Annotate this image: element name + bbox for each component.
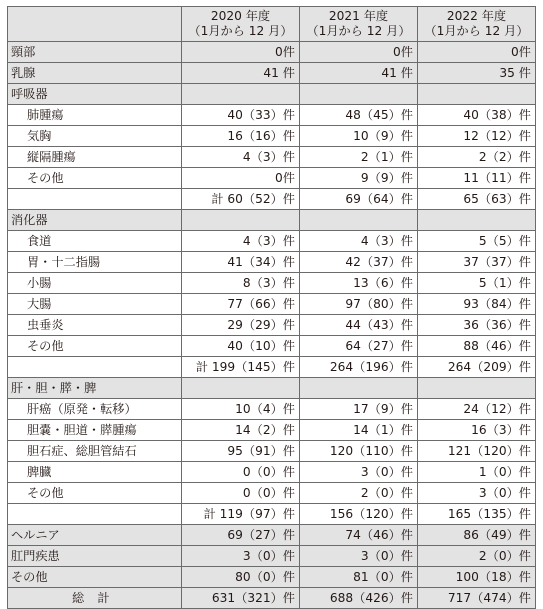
value-cell: 156（120）件	[300, 504, 418, 525]
table-row	[8, 546, 536, 567]
value-cell: 4（3）件	[300, 231, 418, 252]
row-label: 胃・十二指腸	[8, 252, 182, 273]
table-row	[8, 420, 536, 441]
value-cell: 69（64）件	[300, 189, 418, 210]
value-cell: 44（43）件	[300, 315, 418, 336]
value-cell: 77（66）件	[182, 294, 300, 315]
row-label: 乳腺	[8, 63, 182, 84]
value-cell: 120（110）件	[300, 441, 418, 462]
value-cell: 16（16）件	[182, 126, 300, 147]
value-cell: 42（37）件	[300, 252, 418, 273]
row-label: 虫垂炎	[8, 315, 182, 336]
value-cell: 12（12）件	[418, 126, 536, 147]
value-cell: 93（84）件	[418, 294, 536, 315]
value-cell: 64（27）件	[300, 336, 418, 357]
value-cell: 8（3）件	[182, 273, 300, 294]
value-cell: 80（0）件	[182, 567, 300, 588]
row-label: 胆嚢・胆道・膵腫瘍	[8, 420, 182, 441]
table-row	[8, 336, 536, 357]
table-body	[8, 42, 536, 609]
value-cell: 41 件	[300, 63, 418, 84]
value-cell: 4（3）件	[182, 231, 300, 252]
category-row	[8, 378, 536, 399]
row-label: 消化器	[8, 210, 182, 231]
value-cell: 40（10）件	[182, 336, 300, 357]
subtotal-row	[8, 504, 536, 525]
value-cell: 40（33）件	[182, 105, 300, 126]
value-cell: 121（120）件	[418, 441, 536, 462]
value-cell: 計 199（145）件	[182, 357, 300, 378]
value-cell: 24（12）件	[418, 399, 536, 420]
value-cell: 97（80）件	[300, 294, 418, 315]
table-row	[8, 42, 536, 63]
value-cell: 36（36）件	[418, 315, 536, 336]
value-cell: 86（49）件	[418, 525, 536, 546]
value-cell: 10（9）件	[300, 126, 418, 147]
row-label	[8, 357, 182, 378]
value-cell: 0件	[418, 42, 536, 63]
value-cell: 16（3）件	[418, 420, 536, 441]
subtotal-row	[8, 189, 536, 210]
value-cell: 1（0）件	[418, 462, 536, 483]
row-label: その他	[8, 567, 182, 588]
category-row	[8, 210, 536, 231]
subtotal-row	[8, 357, 536, 378]
table-row	[8, 567, 536, 588]
value-cell: 2（1）件	[300, 147, 418, 168]
value-cell: 14（1）件	[300, 420, 418, 441]
table-row	[8, 147, 536, 168]
value-cell: 35 件	[418, 63, 536, 84]
category-row	[8, 84, 536, 105]
header-year-2021: 2021 年度 （1月から 12 月）	[300, 7, 418, 42]
row-label: 肝癌（原発・転移）	[8, 399, 182, 420]
value-cell: 631（321）件	[182, 588, 300, 609]
value-cell: 0件	[300, 42, 418, 63]
value-cell: 3（0）件	[300, 462, 418, 483]
row-label: ヘルニア	[8, 525, 182, 546]
value-cell	[300, 378, 418, 399]
value-cell: 5（1）件	[418, 273, 536, 294]
row-label: 小腸	[8, 273, 182, 294]
row-label: 胆石症、総胆管結石	[8, 441, 182, 462]
value-cell: 264（209）件	[418, 357, 536, 378]
row-label: 肝・胆・膵・脾	[8, 378, 182, 399]
table-row	[8, 441, 536, 462]
header-corner-cell	[8, 7, 182, 42]
value-cell: 0（0）件	[182, 483, 300, 504]
value-cell	[182, 210, 300, 231]
value-cell: 95（91）件	[182, 441, 300, 462]
row-label: 脾臓	[8, 462, 182, 483]
row-label: 頸部	[8, 42, 182, 63]
value-cell: 48（45）件	[300, 105, 418, 126]
value-cell: 41 件	[182, 63, 300, 84]
table-row	[8, 168, 536, 189]
table-row	[8, 399, 536, 420]
value-cell: 3（0）件	[300, 546, 418, 567]
value-cell	[182, 84, 300, 105]
value-cell: 688（426）件	[300, 588, 418, 609]
value-cell: 0（0）件	[182, 462, 300, 483]
row-label: 肛門疾患	[8, 546, 182, 567]
value-cell: 88（46）件	[418, 336, 536, 357]
table-row	[8, 483, 536, 504]
value-cell: 29（29）件	[182, 315, 300, 336]
value-cell	[182, 378, 300, 399]
table-row	[8, 63, 536, 84]
header-year-2020: 2020 年度 （1月から 12 月）	[182, 7, 300, 42]
row-label	[8, 504, 182, 525]
row-label: 大腸	[8, 294, 182, 315]
row-label: 食道	[8, 231, 182, 252]
surgery-stats-table-container	[7, 6, 536, 609]
row-label: 総 計	[8, 588, 182, 609]
table-row	[8, 252, 536, 273]
value-cell: 41（34）件	[182, 252, 300, 273]
value-cell: 10（4）件	[182, 399, 300, 420]
table-row	[8, 315, 536, 336]
value-cell: 17（9）件	[300, 399, 418, 420]
value-cell	[418, 84, 536, 105]
value-cell	[300, 210, 418, 231]
table-row	[8, 105, 536, 126]
value-cell: 100（18）件	[418, 567, 536, 588]
table-row	[8, 525, 536, 546]
value-cell: 65（63）件	[418, 189, 536, 210]
value-cell	[300, 84, 418, 105]
value-cell: 717（474）件	[418, 588, 536, 609]
value-cell: 69（27）件	[182, 525, 300, 546]
value-cell: 3（0）件	[182, 546, 300, 567]
row-label: その他	[8, 483, 182, 504]
value-cell	[418, 378, 536, 399]
row-label: 気胸	[8, 126, 182, 147]
value-cell: 計 119（97）件	[182, 504, 300, 525]
value-cell: 13（6）件	[300, 273, 418, 294]
row-label: 肺腫瘍	[8, 105, 182, 126]
row-label: 呼吸器	[8, 84, 182, 105]
value-cell: 0件	[182, 42, 300, 63]
value-cell: 4（3）件	[182, 147, 300, 168]
value-cell: 40（38）件	[418, 105, 536, 126]
value-cell: 81（0）件	[300, 567, 418, 588]
surgery-stats-table	[7, 6, 536, 609]
table-row	[8, 231, 536, 252]
header-year-2022: 2022 年度 （1月から 12 月）	[418, 7, 536, 42]
value-cell: 2（0）件	[300, 483, 418, 504]
row-label: その他	[8, 168, 182, 189]
value-cell: 37（37）件	[418, 252, 536, 273]
value-cell: 計 60（52）件	[182, 189, 300, 210]
value-cell: 2（0）件	[418, 546, 536, 567]
value-cell: 3（0）件	[418, 483, 536, 504]
value-cell: 5（5）件	[418, 231, 536, 252]
table-row	[8, 273, 536, 294]
table-row	[8, 126, 536, 147]
header-row	[8, 7, 536, 42]
value-cell: 264（196）件	[300, 357, 418, 378]
table-row	[8, 294, 536, 315]
value-cell: 165（135）件	[418, 504, 536, 525]
table-row	[8, 462, 536, 483]
value-cell: 11（11）件	[418, 168, 536, 189]
row-label: その他	[8, 336, 182, 357]
grand-total-row	[8, 588, 536, 609]
value-cell	[418, 210, 536, 231]
value-cell: 74（46）件	[300, 525, 418, 546]
row-label: 縦隔腫瘍	[8, 147, 182, 168]
value-cell: 0件	[182, 168, 300, 189]
row-label	[8, 189, 182, 210]
value-cell: 2（2）件	[418, 147, 536, 168]
value-cell: 14（2）件	[182, 420, 300, 441]
value-cell: 9（9）件	[300, 168, 418, 189]
